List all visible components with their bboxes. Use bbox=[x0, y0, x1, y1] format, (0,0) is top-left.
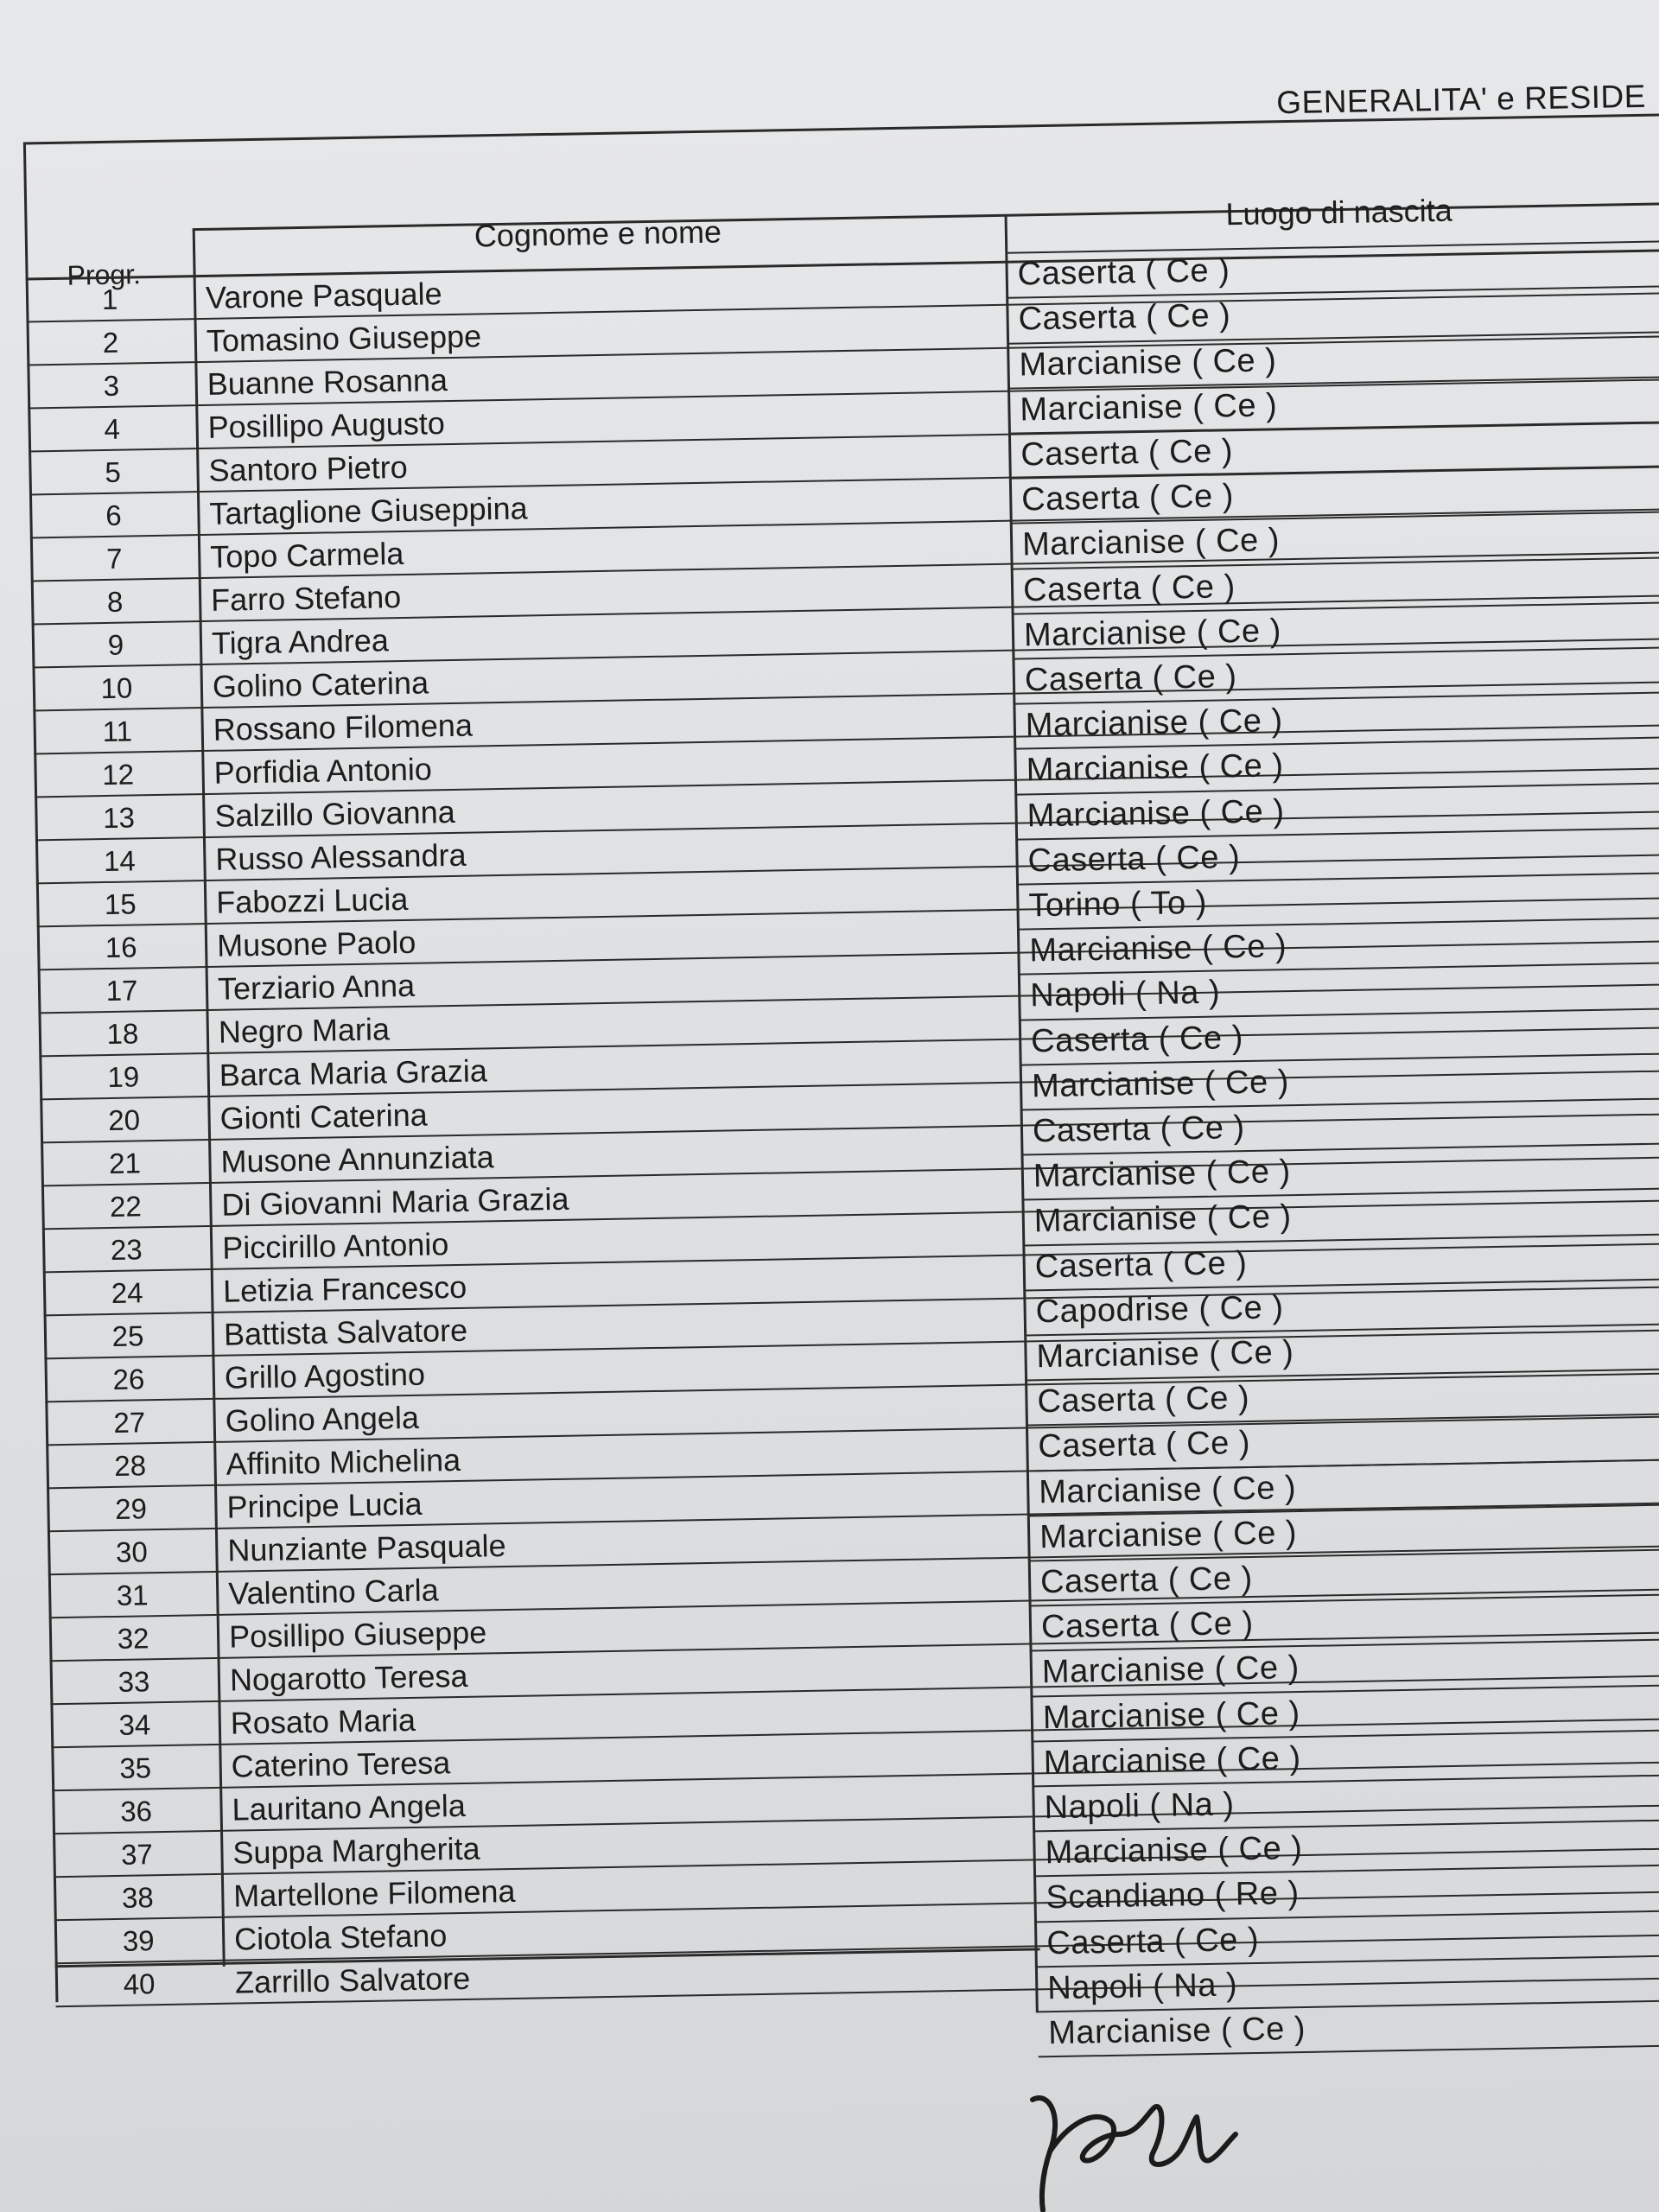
row-name: Nunziante Pasquale bbox=[226, 1528, 506, 1568]
row-number: 17 bbox=[105, 974, 138, 1007]
row-number: 32 bbox=[117, 1622, 149, 1655]
row-number: 10 bbox=[100, 671, 133, 705]
row-number: 23 bbox=[110, 1233, 143, 1266]
row-number: 36 bbox=[119, 1795, 153, 1827]
birthplace-cell: Marcianise ( Ce ) bbox=[1043, 1739, 1301, 1782]
row-number: 6 bbox=[105, 499, 122, 531]
row-number: 3 bbox=[103, 369, 120, 402]
birthplace-cell: Torino ( To ) bbox=[1028, 884, 1208, 925]
row-number: 40 bbox=[123, 1967, 156, 2000]
birthplace-cell: Marcianise ( Ce ) bbox=[1039, 1514, 1298, 1556]
row-name: Salzillo Giovanna bbox=[214, 793, 455, 834]
row-name: Martellone Filomena bbox=[232, 1872, 516, 1914]
row-name: Terziario Anna bbox=[217, 967, 416, 1007]
birthplace-cell: Marcianise ( Ce ) bbox=[1042, 1694, 1300, 1736]
birthplace-cell: Napoli ( Na ) bbox=[1044, 1786, 1235, 1827]
birthplace-cell: Caserta ( Ce ) bbox=[1027, 838, 1241, 880]
birthplace-cell: Marcianise ( Ce ) bbox=[1031, 1063, 1290, 1105]
birthplace-cell: Caserta ( Ce ) bbox=[1024, 658, 1237, 699]
birthplace-cell: Scandiano ( Re ) bbox=[1046, 1875, 1300, 1916]
row-name: Santoro Pietro bbox=[208, 448, 409, 488]
birthplace-cell: Capodrise ( Ce ) bbox=[1035, 1289, 1284, 1331]
row-name: Golino Angela bbox=[225, 1399, 420, 1439]
birthplace-cell: Marcianise ( Ce ) bbox=[1029, 928, 1287, 969]
row-name: Farro Stefano bbox=[210, 579, 402, 618]
row-name: Letizia Francesco bbox=[222, 1268, 467, 1309]
column-header-progr: Progr. bbox=[67, 258, 142, 291]
birthplace-cell: Napoli ( Na ) bbox=[1046, 1967, 1238, 2006]
row-name: Varone Pasquale bbox=[205, 276, 442, 315]
row-name: Tomasino Giuseppe bbox=[206, 318, 482, 359]
row-name: Lauritano Angela bbox=[232, 1787, 467, 1827]
row-name: Topo Carmela bbox=[209, 535, 404, 575]
row-number: 15 bbox=[104, 887, 137, 921]
birthplace-cell: Caserta ( Ce ) bbox=[1017, 252, 1230, 293]
row-number: 30 bbox=[115, 1535, 149, 1568]
handwritten-signature bbox=[1015, 2082, 1240, 2212]
row-name: Musone Paolo bbox=[216, 924, 416, 963]
row-number: 35 bbox=[119, 1751, 152, 1784]
birthplace-cell: Marcianise ( Ce ) bbox=[1020, 387, 1278, 429]
row-name: Principe Lucia bbox=[226, 1485, 423, 1525]
row-name: Piccirillo Antonio bbox=[221, 1226, 449, 1266]
row-number: 21 bbox=[108, 1147, 142, 1180]
row-name: Affinito Michelina bbox=[226, 1441, 461, 1482]
birthplace-cell: Caserta ( Ce ) bbox=[1018, 297, 1231, 338]
birthplace-cell: Caserta ( Ce ) bbox=[1046, 1921, 1260, 1961]
birthplace-cell: Caserta ( Ce ) bbox=[1038, 1425, 1251, 1465]
birthplace-cell: Marcianise ( Ce ) bbox=[1023, 613, 1282, 654]
birthplace-cell: Marcianise ( Ce ) bbox=[1033, 1198, 1292, 1240]
birthplace-cell: Napoli ( Na ) bbox=[1029, 974, 1221, 1014]
birthplace-cell: Caserta ( Ce ) bbox=[1037, 1380, 1250, 1421]
birthplace-cell: Caserta ( Ce ) bbox=[1020, 478, 1235, 518]
row-number: 16 bbox=[105, 931, 137, 964]
row-number: 1 bbox=[101, 283, 118, 315]
row-name: Di Giovanni Maria Grazia bbox=[221, 1180, 569, 1223]
birthplace-cell: Marcianise ( Ce ) bbox=[1045, 1830, 1303, 1872]
row-number: 31 bbox=[116, 1579, 149, 1611]
row-number: 5 bbox=[105, 455, 122, 488]
row-number: 34 bbox=[118, 1708, 151, 1741]
row-number: 29 bbox=[114, 1492, 148, 1525]
birthplace-cell: Marcianise ( Ce ) bbox=[1021, 522, 1281, 563]
row-name: Posillipo Giuseppe bbox=[228, 1614, 487, 1655]
birthplace-cell: Caserta ( Ce ) bbox=[1039, 1560, 1254, 1601]
row-number: 37 bbox=[120, 1838, 154, 1871]
column-header-birthplace: Luogo di nascita bbox=[1225, 192, 1453, 232]
birthplace-cell: Marcianise ( Ce ) bbox=[1033, 1154, 1292, 1195]
birthplace-cell: Marcianise ( Ce ) bbox=[1036, 1334, 1294, 1376]
row-number: 12 bbox=[101, 758, 135, 791]
row-name: Rosato Maria bbox=[230, 1701, 416, 1741]
row-name: Valentino Carla bbox=[227, 1572, 440, 1611]
birthplace-cell: Marcianise ( Ce ) bbox=[1019, 341, 1277, 384]
row-number: 38 bbox=[121, 1881, 155, 1914]
row-number: 28 bbox=[113, 1449, 147, 1482]
row-number: 8 bbox=[106, 585, 124, 618]
row-number: 18 bbox=[106, 1017, 139, 1051]
row-name: Fabozzi Lucia bbox=[215, 880, 409, 920]
birthplace-cell: Caserta ( Ce ) bbox=[1040, 1605, 1255, 1646]
row-name: Buanne Rosanna bbox=[207, 362, 448, 402]
birthplace-cell: Marcianise ( Ce ) bbox=[1027, 792, 1285, 834]
row-name: Battista Salvatore bbox=[223, 1312, 468, 1352]
row-number: 39 bbox=[122, 1924, 155, 1957]
row-name: Rossano Filomena bbox=[213, 707, 474, 747]
row-name: Russo Alessandra bbox=[215, 836, 467, 877]
birthplace-cell: Caserta ( Ce ) bbox=[1030, 1019, 1244, 1059]
birthplace-cell: Marcianise ( Ce ) bbox=[1025, 702, 1283, 744]
birthplace-cell: Caserta ( Ce ) bbox=[1020, 433, 1234, 474]
row-name: Ciotola Stefano bbox=[233, 1917, 448, 1957]
row-number: 13 bbox=[102, 801, 136, 835]
row-number: 20 bbox=[107, 1103, 141, 1137]
birthplace-cell: Caserta ( Ce ) bbox=[1032, 1109, 1245, 1150]
row-number: 33 bbox=[118, 1665, 150, 1698]
row-name: Nogarotto Teresa bbox=[229, 1657, 468, 1698]
row-number: 22 bbox=[109, 1190, 143, 1223]
row-number: 9 bbox=[107, 628, 124, 661]
row-number: 11 bbox=[102, 715, 133, 748]
row-name: Suppa Margherita bbox=[232, 1830, 480, 1871]
row-number: 7 bbox=[105, 542, 123, 575]
row-name: Barca Maria Grazia bbox=[219, 1052, 488, 1093]
row-number: 26 bbox=[112, 1363, 145, 1395]
birthplace-cell: Marcianise ( Ce ) bbox=[1041, 1649, 1300, 1691]
row-number: 2 bbox=[102, 326, 119, 359]
header-title: GENERALITA' e RESIDE bbox=[1275, 78, 1647, 121]
row-name: Tigra Andrea bbox=[211, 622, 390, 661]
row-name: Caterino Teresa bbox=[231, 1745, 451, 1784]
row-number: 25 bbox=[111, 1319, 144, 1352]
birthplace-cell: Marcianise ( Ce ) bbox=[1026, 747, 1284, 789]
row-number: 4 bbox=[104, 412, 121, 445]
row-name: Gionti Caterina bbox=[219, 1096, 429, 1136]
birthplace-cell: Caserta ( Ce ) bbox=[1034, 1244, 1248, 1285]
row-name: Zarrillo Salvatore bbox=[234, 1960, 471, 2000]
column-header-name: Cognome e nome bbox=[474, 213, 722, 254]
row-name: Grillo Agostino bbox=[224, 1356, 426, 1395]
birthplace-cell: Caserta ( Ce ) bbox=[1022, 568, 1236, 609]
row-name: Negro Maria bbox=[218, 1011, 391, 1050]
row-number: 19 bbox=[107, 1060, 140, 1094]
birthplace-cell: Marcianise ( Ce ) bbox=[1038, 1469, 1297, 1510]
row-number: 27 bbox=[113, 1406, 146, 1439]
row-name: Golino Caterina bbox=[212, 664, 429, 704]
row-name: Porfidia Antonio bbox=[213, 751, 433, 791]
row-name: Musone Annunziata bbox=[220, 1139, 495, 1179]
row-number: 24 bbox=[111, 1276, 143, 1309]
row-name: Tartaglione Giuseppina bbox=[209, 490, 528, 531]
row-name: Posillipo Augusto bbox=[207, 405, 446, 445]
row-number: 14 bbox=[103, 844, 137, 878]
birthplace-cell: Marcianise ( Ce ) bbox=[1047, 2010, 1306, 2052]
